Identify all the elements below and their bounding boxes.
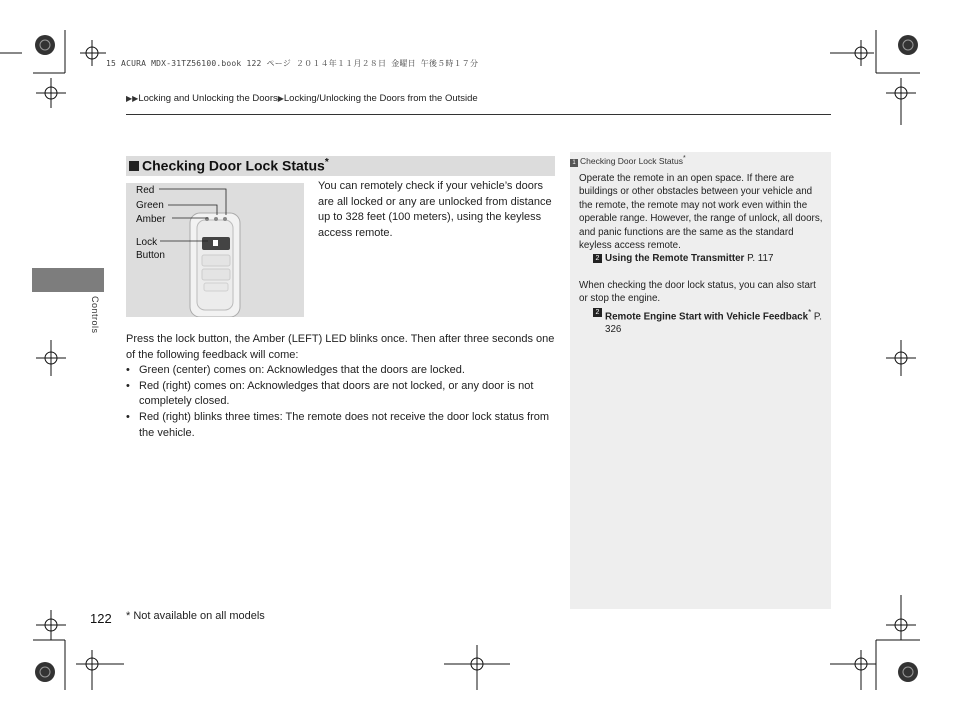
cross-reference-icon: 2	[593, 254, 602, 263]
list-item: • Red (right) comes on: Acknowledges that doors are not locked, or any door is not completely closed.	[126, 379, 534, 408]
intro-paragraph: You can remotely check if your vehicle’s doors are all locked or any are unlocked from distance up to 328 feet (100 meters), using the keyless access remote.	[318, 180, 552, 239]
section-title	[129, 157, 329, 174]
label-green: Green	[136, 200, 164, 211]
side-note-paragraph-2: When checking the door lock status, you can also start or stop the engine.	[579, 279, 816, 305]
chapter-tab-label: Controls	[90, 296, 100, 334]
cross-reference-icon: 2	[593, 308, 602, 317]
remote-figure	[126, 183, 304, 317]
label-amber: Amber	[136, 214, 166, 225]
breadcrumb-part-1[interactable]: Locking and Unlocking the Doors	[138, 93, 278, 104]
label-lock: Lock	[136, 237, 158, 248]
list-item: • Red (right) blinks three times: The remote does not receive the door lock status from the vehicle.	[126, 410, 550, 439]
note-number-icon: 1	[570, 159, 578, 167]
breadcrumb-part-2[interactable]: Locking/Unlocking the Doors from the Outside	[283, 93, 478, 104]
label-red: Red	[136, 185, 155, 196]
footnote: * Not available on all models	[126, 610, 265, 622]
breadcrumb-separator: ▶	[277, 94, 284, 103]
xref-remote-transmitter[interactable]: 2 Using the Remote Transmitter P. 117	[592, 252, 824, 265]
side-notes-heading: 1 Checking Door Lock Status*	[570, 155, 686, 167]
chapter-tab[interactable]	[32, 268, 104, 292]
body-paragraph: Press the lock button, the Amber (LEFT) LED blinks once. Then after three seconds one of the following feedback will come:	[126, 333, 555, 361]
xref-remote-engine-start[interactable]: 2 Remote Engine Start with Vehicle Feedback* P. 326	[592, 306, 824, 337]
feedback-list	[126, 363, 558, 441]
header-rule	[126, 114, 831, 115]
section-title-star: *	[324, 157, 329, 168]
page-number: 122	[90, 611, 112, 626]
section-title-text: Checking Door Lock Status	[142, 157, 325, 174]
body-content	[126, 332, 558, 441]
label-button: Button	[136, 250, 165, 261]
side-notes-body	[579, 172, 824, 337]
section-square-icon	[129, 161, 139, 171]
breadcrumb-arrows: ▶▶	[126, 94, 139, 103]
side-note-paragraph-1: Operate the remote in an open space. If there are buildings or other obstacles between your vehicle and the remote, the remote may not work even within the operable range. However, the range of unlock, all doors, and panic functions are the same as the standard keyless access remote.	[579, 173, 823, 252]
print-header: 15 ACURA MDX-31TZ56100.book 122 ページ ２０１４年１１月２８日 金曜日 午後５時１７分	[106, 59, 479, 68]
breadcrumb	[126, 93, 478, 104]
list-item: • Green (center) comes on: Acknowledges that the doors are locked.	[126, 364, 465, 377]
